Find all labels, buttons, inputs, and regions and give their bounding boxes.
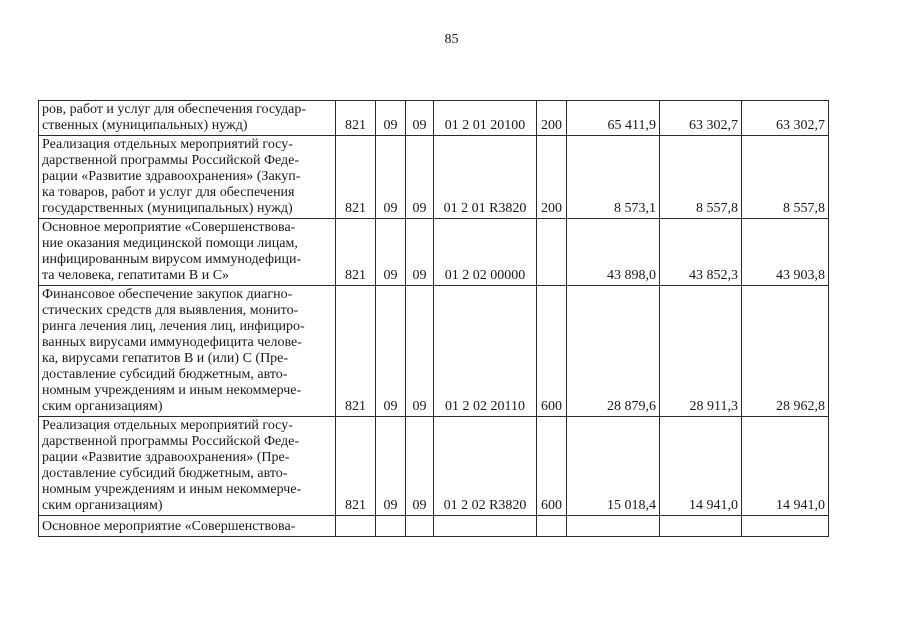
row-name: Основное мероприятие «Совершенствова- ние оказания медицинской помощи лицам, инфицированным вирусом иммунодефици- та человека, гепатитами В и С»: [39, 219, 336, 286]
gov-code: 821: [336, 101, 376, 136]
section-code: 09: [376, 101, 406, 136]
amount-year-2: 28 911,3: [660, 286, 742, 417]
amount-year-1: 8 573,1: [567, 136, 660, 219]
section-code: 09: [376, 136, 406, 219]
amount-year-2: 63 302,7: [660, 101, 742, 136]
amount-year-1: 28 879,6: [567, 286, 660, 417]
subsection-code: 09: [406, 286, 434, 417]
table-row: [39, 101, 829, 136]
gov-code: 821: [336, 136, 376, 219]
row-name: Реализация отдельных мероприятий госу- дарственной программы Российской Феде- рации «Развитие здравоохранения» (Закуп- ка товаров, работ и услуг для обеспечения государственных (муниципальных) нужд): [39, 136, 336, 219]
amount-year-1: 43 898,0: [567, 219, 660, 286]
amount-year-1: 15 018,4: [567, 417, 660, 516]
target-article: [434, 516, 537, 537]
gov-code: 821: [336, 417, 376, 516]
target-article: 01 2 02 R3820: [434, 417, 537, 516]
budget-table: [38, 100, 829, 537]
gov-code: [336, 516, 376, 537]
target-article: 01 2 02 00000: [434, 219, 537, 286]
section-code: 09: [376, 417, 406, 516]
expense-type: 600: [537, 417, 567, 516]
subsection-code: [406, 516, 434, 537]
row-name: Основное мероприятие «Совершенствова-: [39, 516, 336, 537]
amount-year-2: [660, 516, 742, 537]
target-article: 01 2 01 R3820: [434, 136, 537, 219]
expense-type: 200: [537, 136, 567, 219]
expense-type: 600: [537, 286, 567, 417]
page-number: 85: [444, 32, 459, 47]
table-row: [39, 219, 829, 286]
expense-type: 200: [537, 101, 567, 136]
amount-year-1: 65 411,9: [567, 101, 660, 136]
section-code: 09: [376, 286, 406, 417]
expense-type: [537, 516, 567, 537]
amount-year-1: [567, 516, 660, 537]
row-name: Финансовое обеспечение закупок диагно- стических средств для выявления, монито- ринга лечения лиц, лечения лиц, инфициро- ванных вирусами иммунодефицита челове- ка, вирусами гепатитов В и (или) С (Пре- доставление субсидий бюджетным, авто- номным учреждениям и иным некоммерче- ским организациям): [39, 286, 336, 417]
amount-year-3: 8 557,8: [742, 136, 829, 219]
section-code: [376, 516, 406, 537]
target-article: 01 2 01 20100: [434, 101, 537, 136]
table-row: [39, 417, 829, 516]
amount-year-2: 14 941,0: [660, 417, 742, 516]
subsection-code: 09: [406, 101, 434, 136]
gov-code: 821: [336, 286, 376, 417]
amount-year-2: 43 852,3: [660, 219, 742, 286]
table-row: [39, 516, 829, 537]
table-body: [39, 101, 829, 537]
row-name: Реализация отдельных мероприятий госу- дарственной программы Российской Феде- рации «Развитие здравоохранения» (Пре- доставление субсидий бюджетным, авто- номным учреждениям и иным некоммерче- ским организациям): [39, 417, 336, 516]
row-name: ров, работ и услуг для обеспечения государ- ственных (муниципальных) нужд): [39, 101, 336, 136]
target-article: 01 2 02 20110: [434, 286, 537, 417]
gov-code: 821: [336, 219, 376, 286]
section-code: 09: [376, 219, 406, 286]
subsection-code: 09: [406, 417, 434, 516]
amount-year-3: [742, 516, 829, 537]
table-row: [39, 286, 829, 417]
amount-year-3: 28 962,8: [742, 286, 829, 417]
amount-year-3: 14 941,0: [742, 417, 829, 516]
amount-year-3: 63 302,7: [742, 101, 829, 136]
expense-type: [537, 219, 567, 286]
amount-year-2: 8 557,8: [660, 136, 742, 219]
amount-year-3: 43 903,8: [742, 219, 829, 286]
table-row: [39, 136, 829, 219]
subsection-code: 09: [406, 136, 434, 219]
subsection-code: 09: [406, 219, 434, 286]
